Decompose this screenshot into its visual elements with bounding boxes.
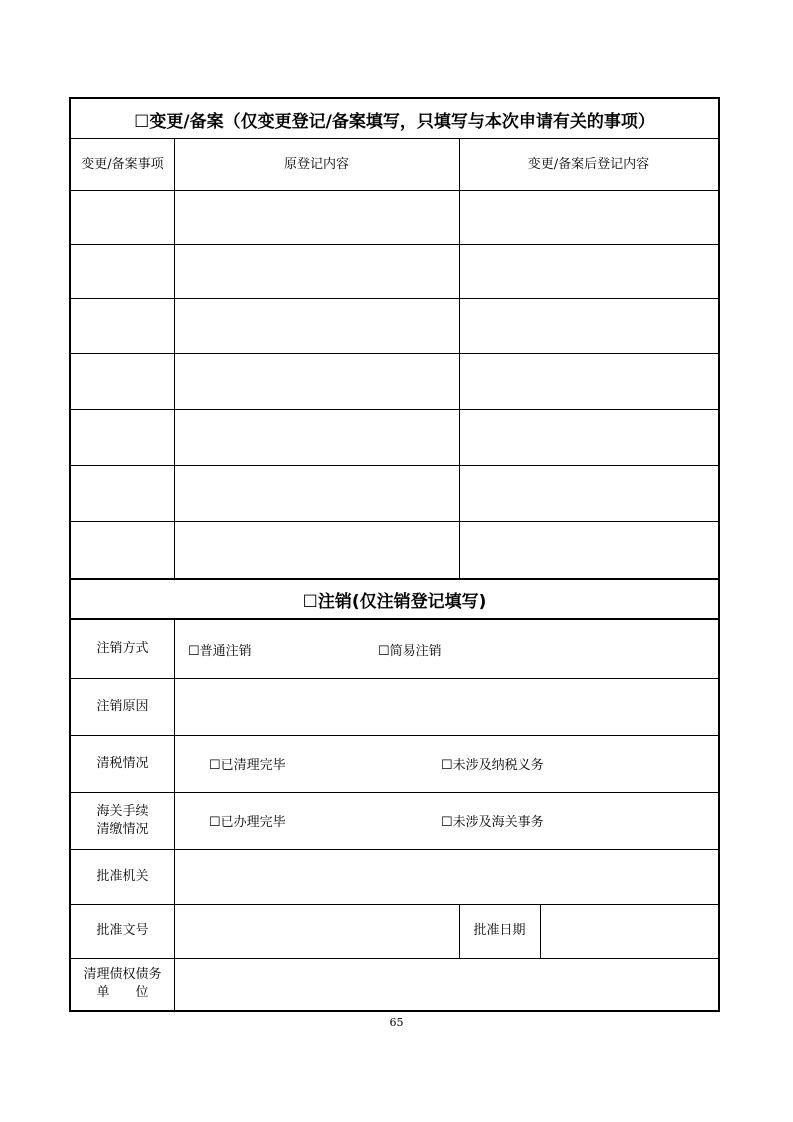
approval-authority-field[interactable] xyxy=(174,849,718,904)
change-item-cell[interactable] xyxy=(71,244,174,298)
original-content-cell[interactable] xyxy=(174,244,459,298)
customs-completed-checkbox[interactable]: ☐已办理完毕 xyxy=(209,815,286,830)
new-content-cell[interactable] xyxy=(459,298,718,353)
change-section-title: ☐变更/备案（仅变更登记/备案填写，只填写与本次申请有关的事项） xyxy=(134,111,655,132)
cancel-section-title: ☐注销(仅注销登记填写) xyxy=(302,591,487,612)
header-original-content: 原登记内容 xyxy=(283,156,349,172)
column-divider xyxy=(174,139,175,578)
approval-authority-label: 批准机关 xyxy=(96,868,149,884)
table-row xyxy=(71,409,718,465)
customs-label-line2: 清缴情况 xyxy=(96,821,149,837)
no-tax-obligation-checkbox[interactable]: ☐未涉及纳税义务 xyxy=(441,758,544,773)
new-content-cell[interactable] xyxy=(459,353,718,409)
new-content-cell[interactable] xyxy=(459,244,718,298)
original-content-cell[interactable] xyxy=(174,521,459,578)
cancel-reason-label: 注销原因 xyxy=(96,698,149,714)
cancel-reason-field[interactable] xyxy=(174,678,718,735)
liquidation-unit-field[interactable] xyxy=(174,958,718,1010)
change-item-cell[interactable] xyxy=(71,409,174,465)
liquidation-label-line2: 单 位 xyxy=(96,985,149,1000)
cancel-method-label: 注销方式 xyxy=(96,641,149,656)
no-customs-affairs-checkbox[interactable]: ☐未涉及海关事务 xyxy=(441,815,544,830)
new-content-cell[interactable] xyxy=(459,190,718,244)
original-content-cell[interactable] xyxy=(174,353,459,409)
original-content-cell[interactable] xyxy=(174,190,459,244)
table-row xyxy=(71,298,718,353)
tax-cleared-checkbox[interactable]: ☐已清理完毕 xyxy=(209,758,286,773)
customs-label-line1: 海关手续 xyxy=(96,803,149,819)
approval-date-label: 批准日期 xyxy=(473,923,526,938)
column-divider xyxy=(540,904,541,958)
column-divider xyxy=(174,620,175,1010)
change-item-cell[interactable] xyxy=(71,190,174,244)
table-row xyxy=(71,353,718,409)
approval-date-field[interactable] xyxy=(540,904,718,958)
table-row xyxy=(71,521,718,578)
table-row xyxy=(71,244,718,298)
liquidation-label-line1: 清理债权债务 xyxy=(83,967,162,982)
new-content-cell[interactable] xyxy=(459,465,718,521)
tax-status-label: 清税情况 xyxy=(96,755,149,771)
new-content-cell[interactable] xyxy=(459,409,718,465)
customs-status-label xyxy=(71,792,174,849)
header-change-item: 变更/备案事项 xyxy=(81,156,164,172)
header-new-content: 变更/备案后登记内容 xyxy=(527,156,650,172)
approval-doc-no-label: 批准文号 xyxy=(96,923,149,938)
column-divider xyxy=(459,139,460,578)
simple-cancel-checkbox[interactable]: ☐简易注销 xyxy=(378,643,442,659)
page-number: 65 xyxy=(389,1016,404,1029)
approval-doc-no-field[interactable] xyxy=(174,904,459,958)
new-content-cell[interactable] xyxy=(459,521,718,578)
change-item-cell[interactable] xyxy=(71,353,174,409)
original-content-cell[interactable] xyxy=(174,409,459,465)
normal-cancel-checkbox[interactable]: ☐普通注销 xyxy=(188,643,252,659)
liquidation-unit-label xyxy=(71,958,174,1010)
registration-form xyxy=(69,97,720,1012)
original-content-cell[interactable] xyxy=(174,298,459,353)
table-row xyxy=(71,465,718,521)
column-divider xyxy=(459,904,460,958)
table-row xyxy=(71,190,718,244)
change-item-cell[interactable] xyxy=(71,521,174,578)
change-item-cell[interactable] xyxy=(71,465,174,521)
change-item-cell[interactable] xyxy=(71,298,174,353)
original-content-cell[interactable] xyxy=(174,465,459,521)
